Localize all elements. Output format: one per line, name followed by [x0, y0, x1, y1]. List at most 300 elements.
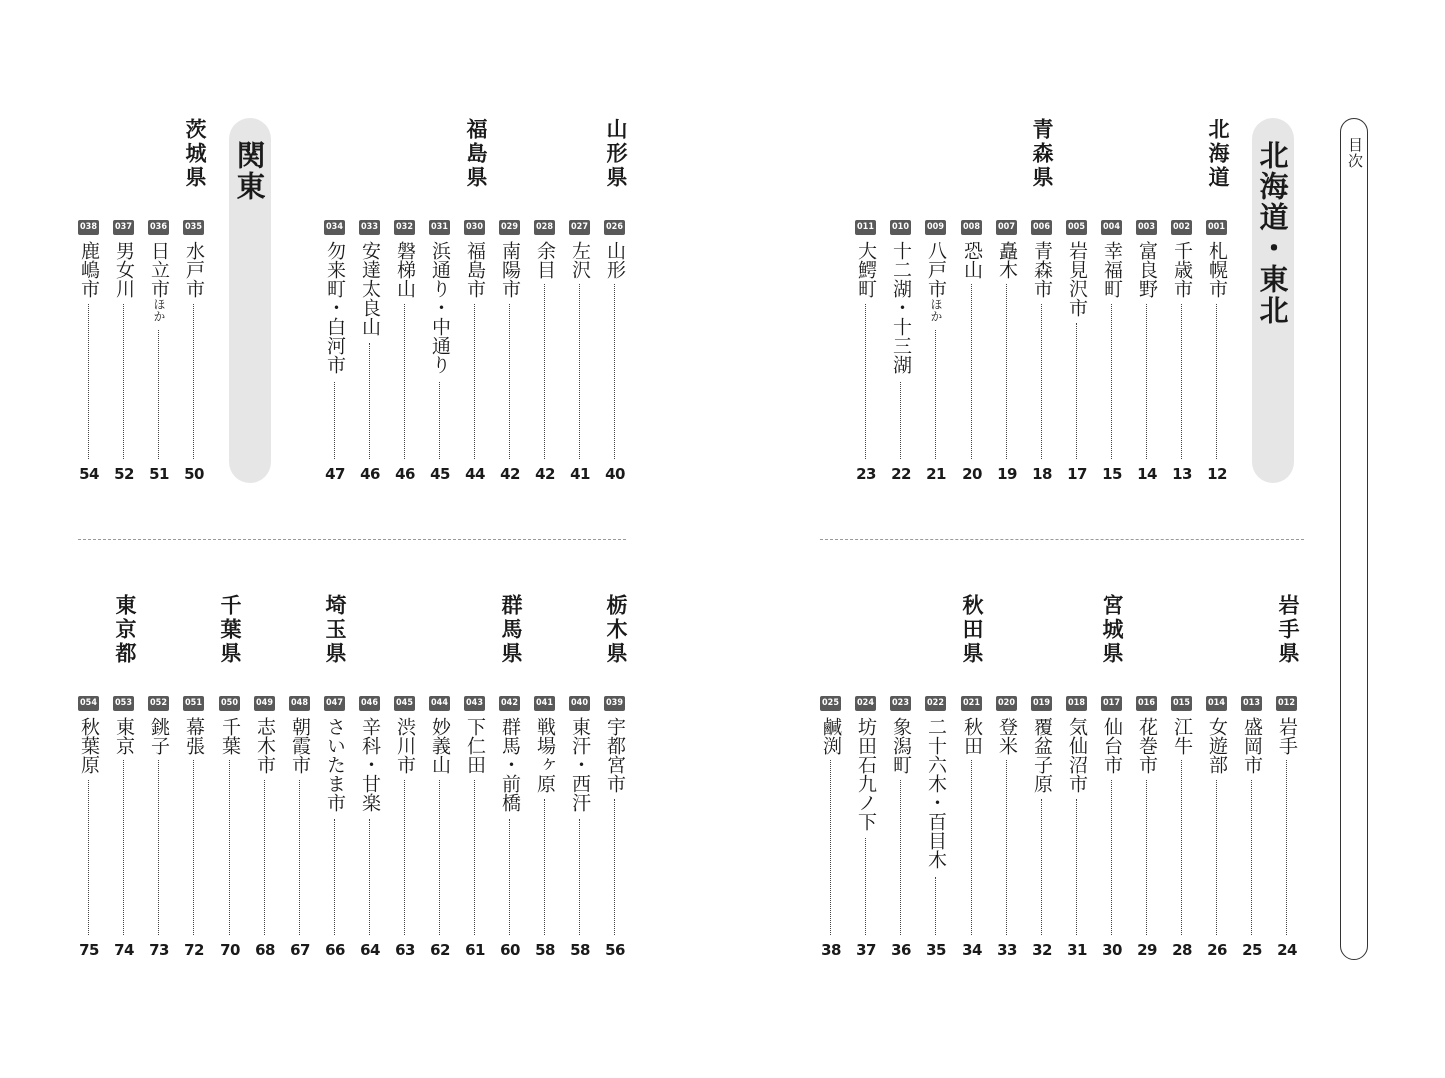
toc-entry[interactable] [320, 220, 350, 485]
toc-entry[interactable] [992, 696, 1022, 961]
entry-title-text: 千葉 [219, 717, 241, 755]
dot-leader [971, 760, 972, 935]
page-number: 29 [1137, 941, 1157, 959]
toc-entry[interactable] [285, 696, 315, 961]
dot-leader [193, 760, 194, 935]
page-number: 58 [535, 941, 555, 959]
toc-entry[interactable] [530, 220, 560, 485]
page-number: 73 [149, 941, 169, 959]
region-heading-label: 関東 [232, 140, 267, 202]
entry-title [1063, 241, 1091, 317]
page-number: 64 [360, 941, 380, 959]
entry-title-text: 盛岡市 [1241, 717, 1263, 774]
entry-title [852, 717, 880, 831]
entry-number-badge: 031 [429, 220, 450, 235]
entry-title [496, 717, 524, 812]
dot-leader [935, 877, 936, 935]
entry-title [1203, 241, 1231, 298]
entry-number-badge: 016 [1136, 696, 1157, 711]
entry-title [887, 241, 915, 374]
entry-title [1168, 241, 1196, 298]
entry-number-badge: 003 [1136, 220, 1157, 235]
page-number: 63 [395, 941, 415, 959]
page-number: 37 [856, 941, 876, 959]
dot-leader [544, 799, 545, 935]
toc-entry[interactable] [1027, 220, 1057, 485]
toc-entry[interactable] [816, 696, 846, 961]
dot-leader [123, 304, 124, 460]
toc-entry[interactable] [1097, 220, 1127, 485]
entry-number-badge: 052 [148, 696, 169, 711]
page-number: 25 [1242, 941, 1262, 959]
dot-leader [1006, 284, 1007, 459]
entry-title-text: 坊田石九ノ下 [855, 717, 877, 831]
entry-title-text: 宇都宮市 [604, 717, 626, 793]
dot-leader [544, 284, 545, 459]
page-number: 74 [114, 941, 134, 959]
dot-leader [579, 819, 580, 936]
page-number: 60 [500, 941, 520, 959]
dot-leader [1216, 304, 1217, 460]
entry-number-badge: 012 [1276, 696, 1297, 711]
entry-title [321, 717, 349, 812]
toc-entry[interactable] [851, 220, 881, 485]
entry-title [922, 241, 950, 322]
toc-entry[interactable] [600, 220, 630, 485]
toc-entry[interactable] [530, 696, 560, 961]
entry-title-text: 余目 [534, 241, 556, 279]
entry-number-badge: 032 [394, 220, 415, 235]
entry-number-badge: 050 [219, 696, 240, 711]
entry-number-badge: 045 [394, 696, 415, 711]
entry-title [391, 717, 419, 774]
toc-entry[interactable] [425, 220, 455, 485]
toc-entry[interactable] [74, 220, 104, 485]
toc-entry[interactable] [957, 696, 987, 961]
page-number: 22 [891, 465, 911, 483]
entry-title [531, 717, 559, 793]
entry-title-text: 左沢 [569, 241, 591, 279]
page-number: 40 [605, 465, 625, 483]
prefecture-heading: 福島県 [464, 118, 488, 190]
entry-title [852, 241, 880, 298]
dot-leader [900, 780, 901, 936]
page-number: 18 [1032, 465, 1052, 483]
toc-entry[interactable] [460, 220, 490, 485]
entry-title [1098, 717, 1126, 774]
dot-leader [369, 343, 370, 460]
entry-title [321, 241, 349, 374]
toc-entry[interactable] [886, 220, 916, 485]
entry-number-badge: 001 [1206, 220, 1227, 235]
entry-title [145, 241, 173, 322]
toc-entry[interactable] [74, 696, 104, 961]
dot-leader [1006, 760, 1007, 935]
entry-title [531, 241, 559, 279]
page-number: 32 [1032, 941, 1052, 959]
entry-title [993, 717, 1021, 755]
prefecture-heading: 宮城県 [1100, 594, 1124, 666]
entry-title-text: 東京 [113, 717, 135, 755]
entry-title-text: 鹿嶋市 [78, 241, 100, 298]
region-heading [1252, 118, 1294, 483]
entry-number-badge: 051 [183, 696, 204, 711]
page-number: 13 [1172, 465, 1192, 483]
prefecture-heading: 埼玉県 [323, 594, 347, 666]
page-number: 15 [1102, 465, 1122, 483]
prefecture-heading: 青森県 [1030, 118, 1054, 190]
page-number: 24 [1277, 941, 1297, 959]
toc-entry[interactable] [1132, 696, 1162, 961]
entry-title [426, 717, 454, 774]
entry-title-text: 銚子 [148, 717, 170, 755]
dot-leader [865, 838, 866, 935]
entry-number-badge: 002 [1171, 220, 1192, 235]
entry-title-text: 磐梯山 [394, 241, 416, 298]
page-number: 26 [1207, 941, 1227, 959]
toc-entry[interactable] [425, 696, 455, 961]
entry-title-text: 覆盆子原 [1031, 717, 1053, 793]
toc-entry[interactable] [1132, 220, 1162, 485]
page-number: 70 [220, 941, 240, 959]
dot-leader [865, 304, 866, 460]
dot-leader [88, 780, 89, 936]
entry-number-badge: 019 [1031, 696, 1052, 711]
entry-number-badge: 006 [1031, 220, 1052, 235]
entry-title-text: 朝霞市 [289, 717, 311, 774]
page-number: 58 [570, 941, 590, 959]
dot-leader [1111, 780, 1112, 936]
entry-title [356, 241, 384, 336]
dot-leader [369, 819, 370, 936]
page-number: 66 [325, 941, 345, 959]
entry-title [75, 241, 103, 298]
prefecture-heading: 岩手県 [1276, 594, 1300, 666]
dot-leader [830, 760, 831, 935]
entry-number-badge: 028 [534, 220, 555, 235]
dot-leader [971, 284, 972, 459]
entry-number-badge: 018 [1066, 696, 1087, 711]
entry-title-text: 南陽市 [499, 241, 521, 298]
page-number: 42 [500, 465, 520, 483]
entry-title-text: 江牛 [1171, 717, 1193, 755]
entry-title [958, 717, 986, 755]
entry-title [1238, 717, 1266, 774]
entry-number-badge: 044 [429, 696, 450, 711]
page-number: 33 [997, 941, 1017, 959]
entry-title-text: 辛科・甘楽 [359, 717, 381, 812]
page-number: 44 [465, 465, 485, 483]
toc-entry[interactable] [144, 220, 174, 485]
page-number: 20 [962, 465, 982, 483]
toc-entry[interactable] [957, 220, 987, 485]
toc-entry[interactable] [495, 220, 525, 485]
entry-number-badge: 011 [855, 220, 876, 235]
entry-title-text: 札幌市 [1206, 241, 1228, 298]
page-number: 45 [430, 465, 450, 483]
entry-number-badge: 017 [1101, 696, 1122, 711]
page-number: 38 [821, 941, 841, 959]
entry-title-text: 二十六木・百目木 [925, 717, 947, 869]
dot-leader [193, 304, 194, 460]
page-number: 62 [430, 941, 450, 959]
page-number: 17 [1067, 465, 1087, 483]
entry-title-text: 八戸市 [925, 241, 947, 298]
entry-title [1273, 717, 1301, 755]
entry-title-suffix: ほか [929, 298, 943, 322]
entry-title [356, 717, 384, 812]
page-number: 42 [535, 465, 555, 483]
prefecture-heading: 茨城県 [183, 118, 207, 190]
page-number: 50 [184, 465, 204, 483]
entry-title-text: 渋川市 [394, 717, 416, 774]
entry-number-badge: 049 [254, 696, 275, 711]
prefecture-heading: 群馬県 [499, 594, 523, 666]
page-number: 72 [184, 941, 204, 959]
dot-leader [614, 799, 615, 935]
entry-number-badge: 013 [1241, 696, 1262, 711]
dot-leader [1181, 304, 1182, 460]
entry-title [286, 717, 314, 774]
page-number: 67 [290, 941, 310, 959]
toc-entry[interactable] [921, 696, 951, 961]
entry-title-text: 群馬・前橋 [499, 717, 521, 812]
entry-title-text: 象潟町 [890, 717, 912, 774]
toc-entry[interactable] [921, 220, 951, 485]
entry-number-badge: 036 [148, 220, 169, 235]
prefecture-heading: 東京都 [113, 594, 137, 666]
entry-number-badge: 034 [324, 220, 345, 235]
prefecture-heading: 山形県 [604, 118, 628, 190]
toc-entry[interactable] [565, 696, 595, 961]
toc-entry[interactable] [1272, 696, 1302, 961]
toc-entry[interactable] [320, 696, 350, 961]
dot-leader [900, 382, 901, 460]
dot-leader [404, 780, 405, 936]
dot-leader [1111, 304, 1112, 460]
dot-leader [299, 780, 300, 936]
entry-title-text: 矗木 [996, 241, 1018, 279]
dot-leader [474, 780, 475, 936]
entry-title [180, 717, 208, 755]
dot-leader [509, 304, 510, 460]
entry-title [75, 717, 103, 774]
entry-title [993, 241, 1021, 279]
entry-number-badge: 022 [925, 696, 946, 711]
entry-title-text: 東汗・西汗 [569, 717, 591, 812]
entry-title [887, 717, 915, 774]
entry-title-text: 安達太良山 [359, 241, 381, 336]
page-number: 41 [570, 465, 590, 483]
entry-number-badge: 007 [996, 220, 1017, 235]
page-number: 56 [605, 941, 625, 959]
entry-number-badge: 040 [569, 696, 590, 711]
entry-number-badge: 010 [890, 220, 911, 235]
entry-title-text: 仙台市 [1101, 717, 1123, 774]
entry-title-text: 志木市 [254, 717, 276, 774]
toc-entry[interactable] [355, 220, 385, 485]
toc-entry[interactable] [1062, 696, 1092, 961]
toc-entry[interactable] [179, 696, 209, 961]
dot-leader [1076, 323, 1077, 459]
entry-title [1203, 717, 1231, 774]
entry-number-badge: 005 [1066, 220, 1087, 235]
toc-entry[interactable] [851, 696, 881, 961]
page-number: 36 [891, 941, 911, 959]
page-number: 68 [255, 941, 275, 959]
entry-title-text: 下仁田 [464, 717, 486, 774]
page-number: 28 [1172, 941, 1192, 959]
dot-leader [158, 330, 159, 460]
entry-title [461, 717, 489, 774]
entry-title-text: 花巻市 [1136, 717, 1158, 774]
dot-leader [1286, 760, 1287, 935]
toc-entry[interactable] [886, 696, 916, 961]
toc-entry[interactable] [250, 696, 280, 961]
toc-entry[interactable] [390, 696, 420, 961]
contents-tab[interactable] [1340, 118, 1368, 960]
dot-leader [935, 330, 936, 460]
entry-title-text: 幕張 [183, 717, 205, 755]
dot-leader [1076, 799, 1077, 935]
entry-title-text: 鹹渕 [820, 717, 842, 755]
region-heading-label: 北海道・東北 [1255, 140, 1290, 326]
dot-leader [1041, 304, 1042, 460]
entry-number-badge: 046 [359, 696, 380, 711]
entry-number-badge: 021 [961, 696, 982, 711]
toc-entry[interactable] [355, 696, 385, 961]
toc-entry[interactable] [390, 220, 420, 485]
toc-entry[interactable] [1237, 696, 1267, 961]
entry-number-badge: 023 [890, 696, 911, 711]
entry-title [251, 717, 279, 774]
entry-number-badge: 053 [113, 696, 134, 711]
entry-title [1063, 717, 1091, 793]
toc-entry[interactable] [109, 696, 139, 961]
page-number: 47 [325, 465, 345, 483]
entry-title [110, 241, 138, 298]
entry-title-text: 秋田 [961, 717, 983, 755]
toc-entry[interactable] [600, 696, 630, 961]
toc-entry[interactable] [109, 220, 139, 485]
toc-entry[interactable] [1202, 696, 1232, 961]
entry-title [1028, 717, 1056, 793]
page-number: 51 [149, 465, 169, 483]
page-number: 30 [1102, 941, 1122, 959]
page-number: 23 [856, 465, 876, 483]
entry-number-badge: 030 [464, 220, 485, 235]
entry-title-text: 富良野 [1136, 241, 1158, 298]
dot-leader [1181, 760, 1182, 935]
toc-entry[interactable] [1167, 696, 1197, 961]
toc-entry[interactable] [565, 220, 595, 485]
page-number: 12 [1207, 465, 1227, 483]
entry-title [566, 241, 594, 279]
toc-entry[interactable] [495, 696, 525, 961]
entry-title-text: 幸福町 [1101, 241, 1123, 298]
toc-entry[interactable] [1027, 696, 1057, 961]
entry-number-badge: 009 [925, 220, 946, 235]
dot-leader [334, 819, 335, 936]
dot-leader [1146, 304, 1147, 460]
page-number: 34 [962, 941, 982, 959]
entry-number-badge: 042 [499, 696, 520, 711]
entry-number-badge: 033 [359, 220, 380, 235]
entry-number-badge: 041 [534, 696, 555, 711]
toc-entry[interactable] [1202, 220, 1232, 485]
entry-number-badge: 035 [183, 220, 204, 235]
dot-leader [439, 780, 440, 936]
toc-entry[interactable] [144, 696, 174, 961]
dot-leader [474, 304, 475, 460]
entry-title-text: 日立市 [148, 241, 170, 298]
entry-title-text: 秋葉原 [78, 717, 100, 774]
entry-title-text: 恐山 [961, 241, 983, 279]
page-number: 21 [926, 465, 946, 483]
row-divider-left [78, 539, 626, 540]
entry-title-text: さいたま市 [324, 717, 346, 812]
entry-title [958, 241, 986, 279]
toc-entry[interactable] [179, 220, 209, 485]
entry-number-badge: 038 [78, 220, 99, 235]
dot-leader [439, 382, 440, 460]
region-heading [229, 118, 271, 483]
toc-entry[interactable] [460, 696, 490, 961]
dot-leader [1041, 799, 1042, 935]
row-divider-right [820, 539, 1304, 540]
entry-title-text: 青森市 [1031, 241, 1053, 298]
entry-number-badge: 015 [1171, 696, 1192, 711]
page-number: 46 [360, 465, 380, 483]
page-number: 61 [465, 941, 485, 959]
dot-leader [264, 780, 265, 936]
contents-tab-label: 目次 [1346, 137, 1364, 169]
toc-entry[interactable] [992, 220, 1022, 485]
entry-number-badge: 048 [289, 696, 310, 711]
dot-leader [1216, 780, 1217, 936]
entry-title [1168, 717, 1196, 755]
toc-entry[interactable] [1167, 220, 1197, 485]
entry-title [601, 717, 629, 793]
page-number: 19 [997, 465, 1017, 483]
entry-title-text: 男女川 [113, 241, 135, 298]
entry-number-badge: 037 [113, 220, 134, 235]
entry-number-badge: 004 [1101, 220, 1122, 235]
entry-number-badge: 029 [499, 220, 520, 235]
entry-title [1133, 717, 1161, 774]
dot-leader [404, 304, 405, 460]
entry-title-text: 山形 [604, 241, 626, 279]
dot-leader [88, 304, 89, 460]
entry-number-badge: 047 [324, 696, 345, 711]
entry-title [1098, 241, 1126, 298]
entry-number-badge: 025 [820, 696, 841, 711]
entry-title-text: 十二湖・十三湖 [890, 241, 912, 374]
entry-number-badge: 027 [569, 220, 590, 235]
toc-entry[interactable] [1062, 220, 1092, 485]
entry-title [817, 717, 845, 755]
entry-title-suffix: ほか [152, 298, 166, 322]
entry-title [426, 241, 454, 374]
entry-number-badge: 014 [1206, 696, 1227, 711]
dot-leader [229, 760, 230, 935]
toc-entry[interactable] [215, 696, 245, 961]
entry-title [1028, 241, 1056, 298]
entry-title [145, 717, 173, 755]
toc-entry[interactable] [1097, 696, 1127, 961]
entry-title-text: 女遊部 [1206, 717, 1228, 774]
entry-title-text: 岩見沢市 [1066, 241, 1088, 317]
